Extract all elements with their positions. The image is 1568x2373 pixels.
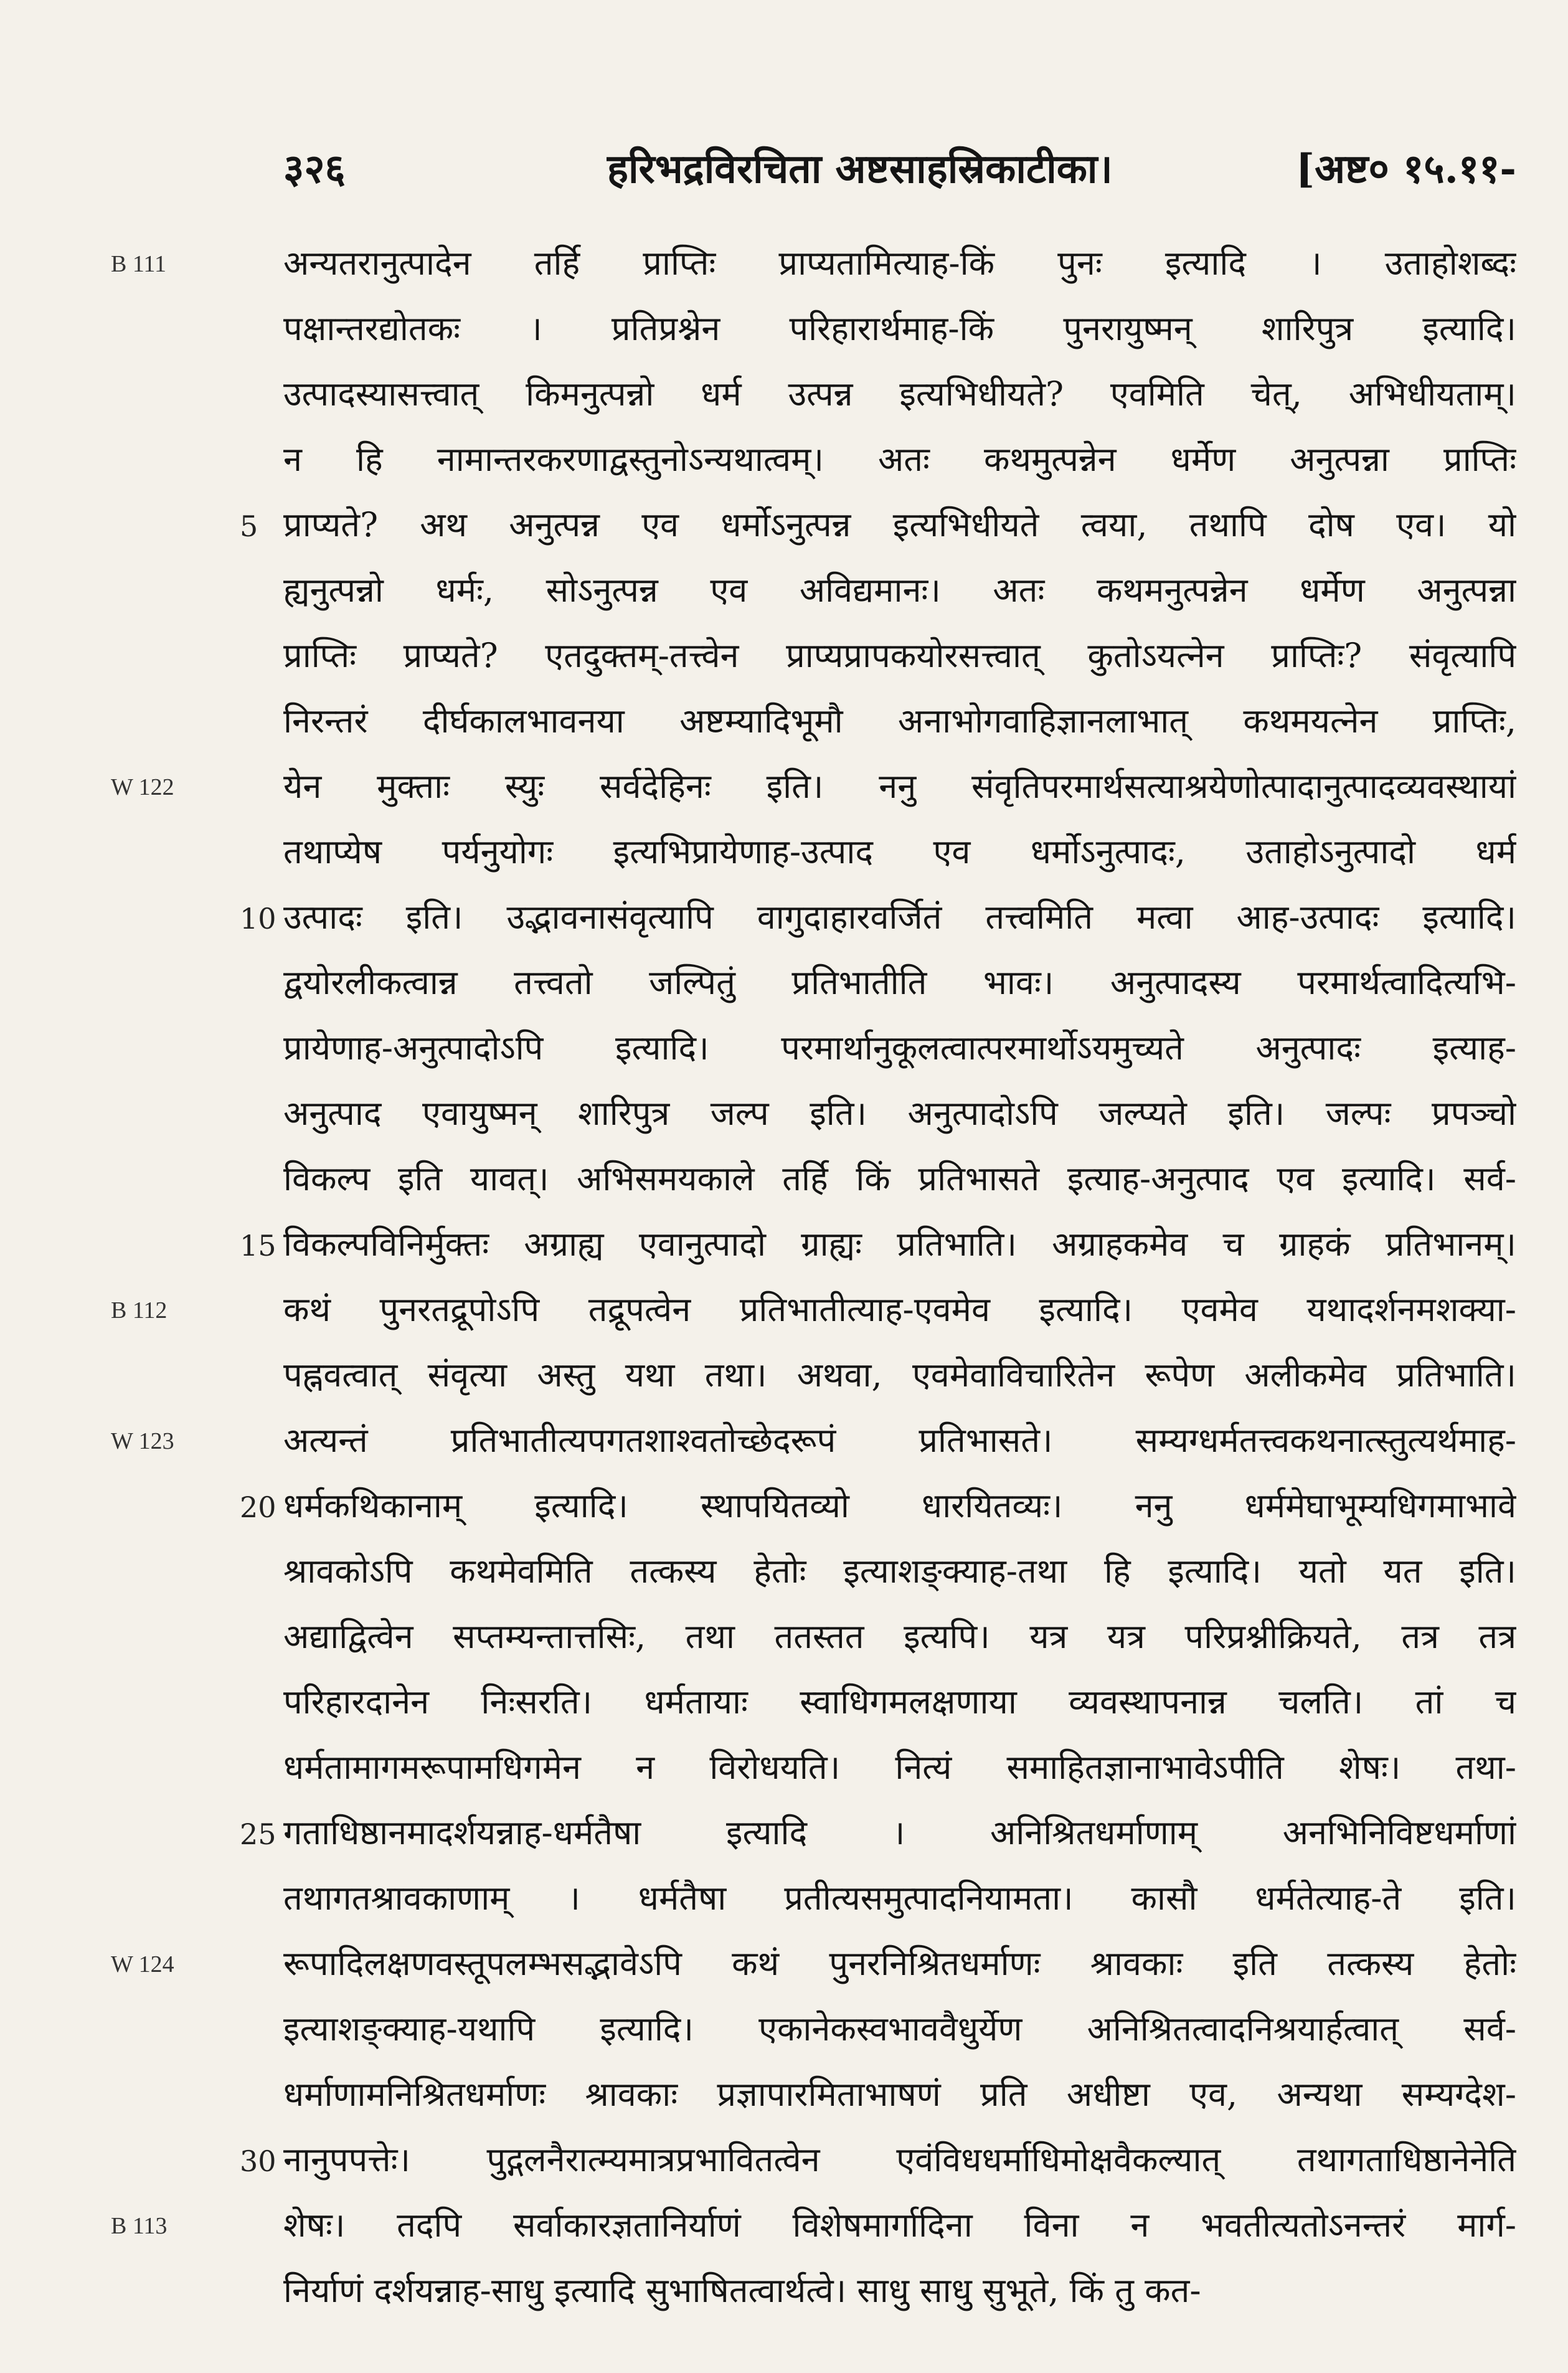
text-line: गताधिष्ठानमादर्शयन्नाह-धर्मतैषा इत्यादि । अनिश्रितधर्माणाम् अनभिनिविष्टधर्माणां xyxy=(283,1813,1516,1852)
text-line: येन मुक्ताः स्युः सर्वदेहिनः इति। ननु संवृतिपरमार्थसत्याश्रयेणोत्पादानुत्पादव्यवस्थायां xyxy=(283,767,1516,806)
text-line: पह्नवत्वात् संवृत्या अस्तु यथा तथा। अथवा, एवमेवाविचारितेन रूपेण अलीकमेव प्रतिभाति। xyxy=(283,1355,1516,1395)
text-line: निर्याणं दर्शयन्नाह-साधु इत्यादि सुभाषितत्वार्थत्वे। साधु साधु सुभूते, किं तु कत- xyxy=(283,2271,1201,2310)
text-line: तथागतश्रावकाणाम् । धर्मतैषा प्रतीत्यसमुत्पादनियामता। कासौ धर्मतेत्याह-ते इति। xyxy=(283,1878,1516,1918)
text-line: रूपादिलक्षणवस्तूपलम्भसद्भावेऽपि कथं पुनरनिश्रितधर्माणः श्रावकाः इति तत्कस्य हेतोः xyxy=(283,1944,1516,1983)
margin-reference: B 112 xyxy=(111,1297,168,1324)
text-line: कथं पुनरतद्रूपोऽपि तद्रूपत्वेन प्रतिभातीत्याह-एवमेव इत्यादि। एवमेव यथादर्शनमशक्या- xyxy=(283,1290,1516,1329)
line-number: 25 xyxy=(240,1817,276,1851)
text-line: ह्यनुत्पन्नो धर्मः, सोऽनुत्पन्न एव अविद्यमानः। अतः कथमनुत्पन्नेन धर्मेण अनुत्पन्ना xyxy=(283,571,1516,610)
text-line: द्वयोरलीकत्वान्न तत्त्वतो जल्पितुं प्रतिभातीति भावः। अनुत्पादस्य परमार्थत्वादित्यभि- xyxy=(283,963,1516,1002)
text-line: धर्मतामागमरूपामधिगमेन न विरोधयति। नित्यं समाहितज्ञानाभावेऽपीति शेषः। तथा- xyxy=(283,1748,1516,1787)
line-number: 10 xyxy=(240,902,276,935)
text-line: इत्याशङ्क्याह-यथापि इत्यादि। एकानेकस्वभाववैधुर्येण अनिश्रितत्वादनिश्रयार्हत्वात् सर्व- xyxy=(283,2009,1516,2049)
text-line: शेषः। तदपि सर्वाकारज्ञतानिर्याणं विशेषमार्गादिना विना न भवतीत्यतोऽनन्तरं मार्ग- xyxy=(283,2205,1516,2245)
margin-reference: W 122 xyxy=(111,774,174,800)
main-text xyxy=(283,230,1516,2323)
margin-reference: W 124 xyxy=(111,1951,174,1978)
text-line: अन्यतरानुत्पादेन तर्हि प्राप्तिः प्राप्यतामित्याह-किं पुनः इत्यादि । उताहोशब्दः xyxy=(283,244,1516,283)
margin-reference: B 113 xyxy=(111,2213,168,2239)
margin-reference: B 111 xyxy=(111,251,167,277)
page-number: ३२६ xyxy=(283,146,346,192)
text-line: विकल्प इति यावत्। अभिसमयकाले तर्हि किं प्रतिभासते इत्याह-अनुत्पाद एव इत्यादि। सर्व- xyxy=(283,1159,1516,1198)
margin-reference: W 123 xyxy=(111,1428,174,1454)
text-line: धर्माणामनिश्रितधर्माणः श्रावकाः प्रज्ञापारमिताभाषणं प्रति अधीष्टा एव, अन्यथा सम्यग्देश- xyxy=(283,2075,1516,2114)
line-number: 30 xyxy=(240,2144,276,2178)
text-line: पक्षान्तरद्योतकः । प्रतिप्रश्नेन परिहारार्थमाह-किं पुनरायुष्मन् शारिपुत्र इत्यादि। xyxy=(283,309,1516,348)
line-number: 15 xyxy=(240,1229,276,1262)
text-line: प्राप्तिः प्राप्यते? एतदुक्तम्-तत्त्वेन प्राप्यप्रापकयोरसत्त्वात् कुतोऽयत्नेन प्राप्तिः? संवृत्यापि xyxy=(283,636,1516,675)
text-line: नानुपपत्तेः। पुद्गलनैरात्म्यमात्रप्रभावितत्वेन एवंविधधर्माधिमोक्षवैकल्यात् तथागताधिष्ठानेनेति xyxy=(283,2140,1516,2179)
text-line: उत्पादः इति। उद्भावनासंवृत्यापि वागुदाहारवर्जितं तत्त्वमिति मत्वा आह-उत्पादः इत्यादि। xyxy=(283,898,1516,937)
text-line: अनुत्पाद एवायुष्मन् शारिपुत्र जल्प इति। अनुत्पादोऽपि जल्प्यते इति। जल्पः प्रपञ्चो xyxy=(283,1094,1516,1133)
line-number: 20 xyxy=(240,1490,276,1524)
running-title: हरिभद्रविरचिता अष्टसाहस्रिकाटीका। xyxy=(607,146,1113,192)
text-line: प्राप्यते? अथ अनुत्पन्न एव धर्मोऽनुत्पन्न इत्यभिधीयते त्वया, तथापि दोष एव। यो xyxy=(283,505,1516,544)
text-line: प्रायेणाह-अनुत्पादोऽपि इत्यादि। परमार्थानुकूलत्वात्परमार्थोऽयमुच्यते अनुत्पादः इत्याह- xyxy=(283,1028,1516,1068)
section-reference: [अष्ट० १५.११- xyxy=(1295,146,1516,192)
text-line: अद्याद्वित्वेन सप्तम्यन्तात्तसिः, तथा ततस्तत इत्यपि। यत्र यत्र परिप्रश्नीक्रियते, तत्र तत्र xyxy=(283,1617,1516,1656)
page-header xyxy=(283,140,1516,196)
text-line: अत्यन्तं प्रतिभातीत्यपगतशाश्वतोच्छेदरूपं प्रतिभासते। सम्यग्धर्मतत्त्वकथनात्स्तुत्यर्थमाह- xyxy=(283,1421,1516,1460)
text-line: तथाप्येष पर्यनुयोगः इत्यभिप्रायेणाह-उत्पाद एव धर्मोऽनुत्पादः, उताहोऽनुत्पादो धर्म xyxy=(283,832,1516,871)
text-line: परिहारदानेन निःसरति। धर्मतायाः स्वाधिगमलक्षणाया व्यवस्थापनान्न चलति। तां च xyxy=(283,1682,1516,1722)
text-line: उत्पादस्यासत्त्वात् किमनुत्पन्नो धर्म उत्पन्न इत्यभिधीयते? एवमिति चेत्, अभिधीयताम्। xyxy=(283,374,1516,414)
text-line: धर्मकथिकानाम् इत्यादि। स्थापयितव्यो धारयितव्यः। ननु धर्ममेघाभूम्यधिगमाभावे xyxy=(283,1486,1516,1525)
text-line: श्रावकोऽपि कथमेवमिति तत्कस्य हेतोः इत्याशङ्क्याह-तथा हि इत्यादि। यतो यत इति। xyxy=(283,1551,1516,1591)
text-line: न हि नामान्तरकरणाद्वस्तुनोऽन्यथात्वम्। अतः कथमुत्पन्नेन धर्मेण अनुत्पन्ना प्राप्तिः xyxy=(283,440,1516,479)
text-line: निरन्तरं दीर्घकालभावनया अष्टम्यादिभूमौ अनाभोगवाहिज्ञानलाभात् कथमयत्नेन प्राप्तिः, xyxy=(283,701,1516,741)
text-line: विकल्पविनिर्मुक्तः अग्राह्य एवानुत्पादो ग्राह्यः प्रतिभाति। अग्राहकमेव च ग्राहकं प्रतिभानम्। xyxy=(283,1224,1516,1264)
line-number: 5 xyxy=(240,509,258,543)
